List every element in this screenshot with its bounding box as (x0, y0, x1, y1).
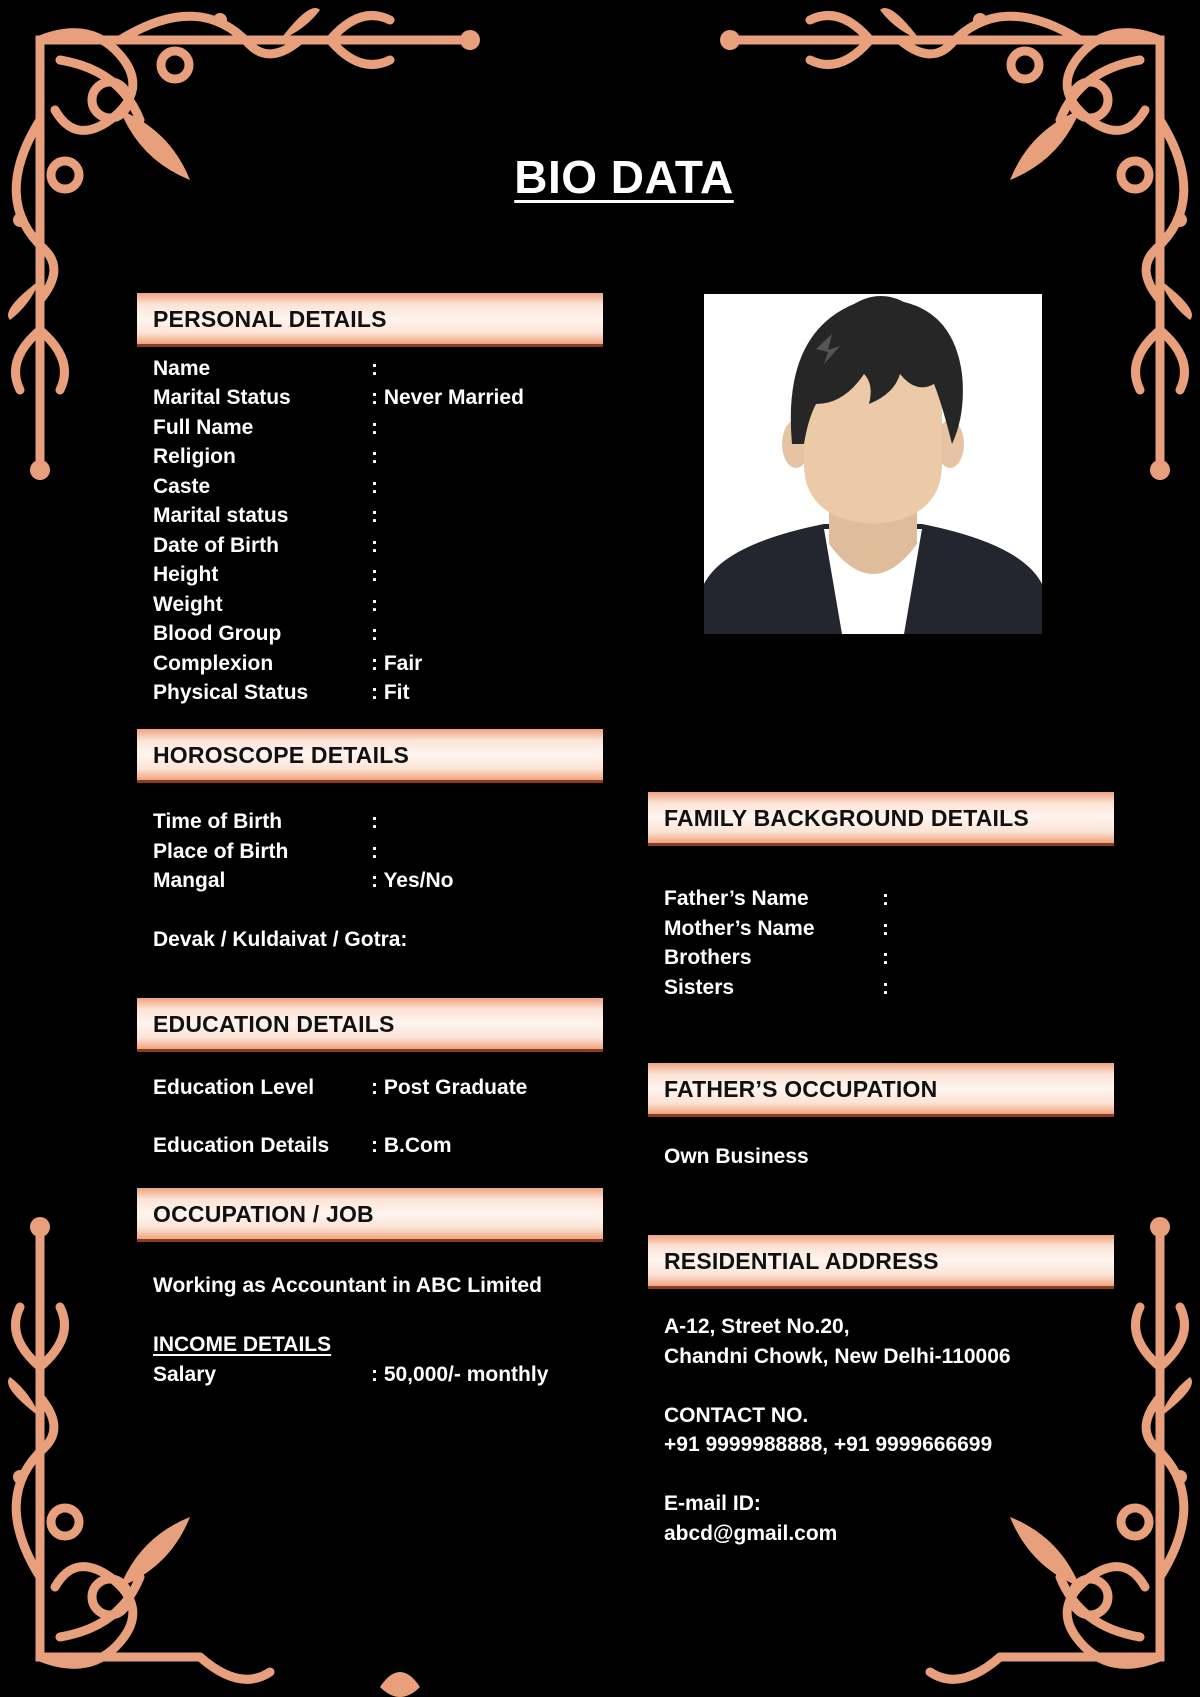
row-value: : (371, 445, 378, 468)
row-label: Date of Birth (153, 534, 279, 557)
row-label: Salary (153, 1363, 217, 1386)
row-label: Religion (153, 445, 236, 468)
row-value: : (371, 840, 378, 863)
family-background-heading: FAMILY BACKGROUND DETAILS (648, 792, 1114, 846)
row-label: Brothers (664, 946, 752, 969)
row-value: : (882, 946, 889, 969)
row-label: Height (153, 563, 219, 586)
personal-details-heading: PERSONAL DETAILS (137, 293, 603, 347)
row-label: Place of Birth (153, 840, 289, 863)
row-value: : (371, 593, 378, 616)
row-value: : (371, 504, 378, 527)
fathers-occupation-heading: FATHER’S OCCUPATION (648, 1063, 1114, 1117)
contact-value: +91 9999988888, +91 9999666699 (664, 1433, 993, 1456)
row-label: Blood Group (153, 622, 282, 645)
row-label: Marital Status (153, 386, 291, 409)
education-details-heading: EDUCATION DETAILS (137, 998, 603, 1052)
income-details-heading: INCOME DETAILS (153, 1333, 332, 1356)
row-value: : Never Married (371, 386, 524, 409)
row-label: Caste (153, 475, 211, 498)
row-value: : (371, 534, 378, 557)
row-value: : B.Com (371, 1134, 452, 1157)
occupation-text: Working as Accountant in ABC Limited (153, 1274, 542, 1297)
residential-address-heading: RESIDENTIAL ADDRESS (648, 1235, 1114, 1289)
row-value: : (882, 976, 889, 999)
row-label: Marital status (153, 504, 289, 527)
address-line-2: Chandni Chowk, New Delhi-110006 (664, 1345, 1011, 1368)
row-label: Mother’s Name (664, 917, 815, 940)
occupation-heading: OCCUPATION / JOB (137, 1188, 603, 1242)
row-value: : (371, 622, 378, 645)
row-label: Physical Status (153, 681, 309, 704)
row-label: Education Details (153, 1134, 330, 1157)
email-value[interactable]: abcd@gmail.com (664, 1522, 838, 1545)
row-value: : Fair (371, 652, 423, 675)
row-label: Name (153, 357, 211, 380)
gotra-label: Devak / Kuldaivat / Gotra: (153, 928, 408, 951)
row-label: Weight (153, 593, 223, 616)
row-value: : 50,000/- monthly (371, 1363, 549, 1386)
row-value: : Post Graduate (371, 1076, 528, 1099)
email-label: E-mail ID: (664, 1492, 761, 1515)
row-label: Time of Birth (153, 810, 283, 833)
row-label: Complexion (153, 652, 274, 675)
row-value: : (371, 810, 378, 833)
horoscope-details-heading: HOROSCOPE DETAILS (137, 729, 603, 783)
row-label: Education Level (153, 1076, 315, 1099)
row-value: : Fit (371, 681, 410, 704)
page-title: BIO DATA (514, 151, 734, 203)
row-value: : (371, 563, 378, 586)
address-line-1: A-12, Street No.20, (664, 1315, 850, 1338)
row-label: Full Name (153, 416, 254, 439)
row-value: : (371, 416, 378, 439)
row-value: : (882, 917, 889, 940)
row-value: : Yes/No (371, 869, 454, 892)
row-label: Sisters (664, 976, 735, 999)
row-value: : (882, 887, 889, 910)
row-label: Mangal (153, 869, 226, 892)
contact-label: CONTACT NO. (664, 1404, 809, 1427)
profile-photo (704, 294, 1042, 634)
row-value: : (371, 357, 378, 380)
avatar-icon (704, 294, 1042, 634)
fathers-occupation-text: Own Business (664, 1145, 809, 1168)
row-value: : (371, 475, 378, 498)
row-label: Father’s Name (664, 887, 809, 910)
